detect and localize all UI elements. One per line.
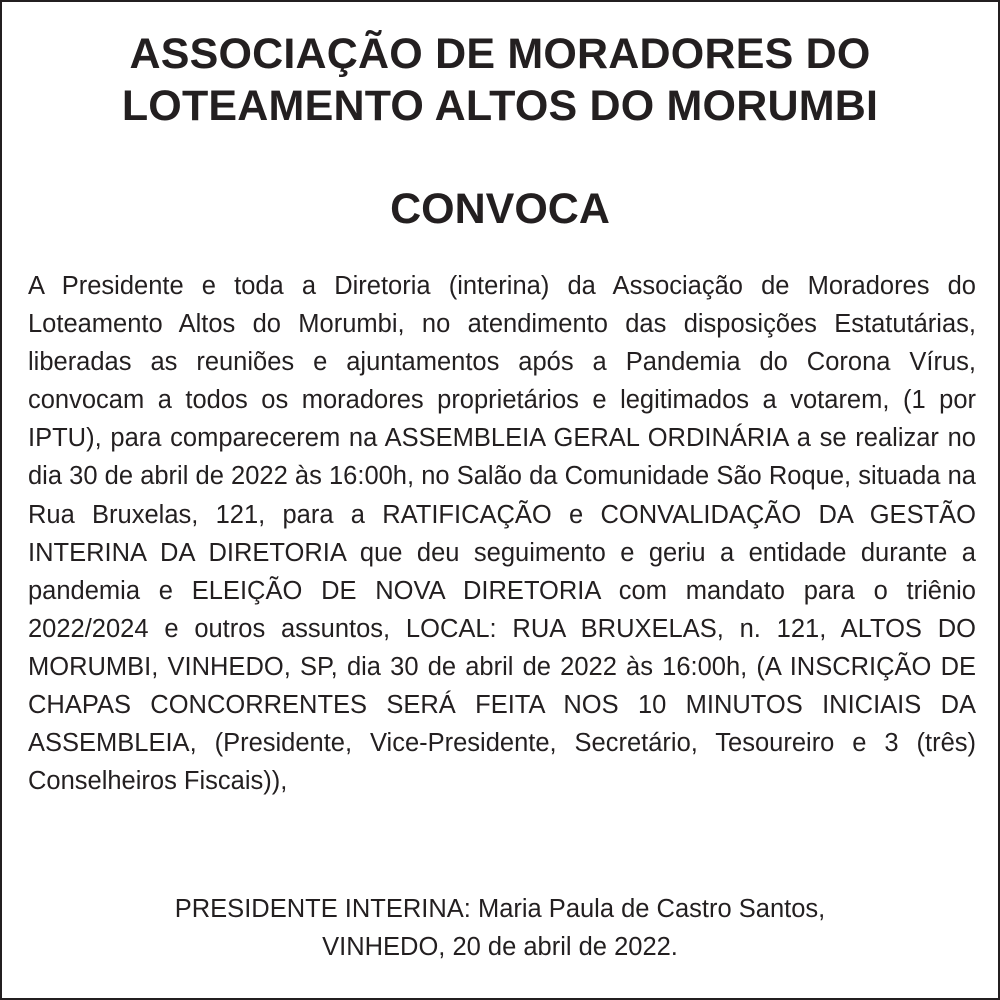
notice-body: A Presidente e toda a Diretoria (interina) da Associação de Moradores do Loteamento Altos do Morumbi, no atendimento das disposições Estatutárias, liberadas as reuniões e ajuntamentos após a Pandemia do Corona Vírus, convocam a todos os moradores proprietários e legitimados a votarem, (1 por IPTU), para comparecerem na ASSEMBLEIA GERAL ORDINÁRIA a se realizar no dia 30 de abril de 2022 às 16:00h, no Salão da Comunidade São Roque, situada na Rua Bruxelas, 121, para a RATIFICAÇÃO e CONVALIDAÇÃO DA GESTÃO INTERINA DA DIRETORIA que deu seguimento e geriu a entidade durante a pandemia e ELEIÇÃO DE NOVA DIRETORIA com mandato para o triênio 2022/2024 e outros assuntos, LOCAL: RUA BRUXELAS, n. 121, ALTOS DO MORUMBI, VINHEDO, SP, dia 30 de abril de 2022 às 16:00h, (A INSCRIÇÃO DE CHAPAS CONCORRENTES SERÁ FEITA NOS 10 MINUTOS INICIAIS DA ASSEMBLEIA, (Presidente, Vice-Presidente, Secretário, Tesoureiro e 3 (três) Conselheiros Fiscais)), xyxy=(28,272,976,796)
signature-block xyxy=(22,890,978,966)
convoca-heading: CONVOCA xyxy=(390,185,610,233)
signature-line-1: PRESIDENTE INTERINA: Maria Paula de Castro Santos, xyxy=(174,895,826,923)
title-line-1: ASSOCIAÇÃO DE MORADORES DO xyxy=(129,30,871,78)
title-line-2: LOTEAMENTO ALTOS DO MORUMBI xyxy=(121,82,879,130)
signature-line-2: VINHEDO, 20 de abril de 2022. xyxy=(322,933,678,961)
association-title xyxy=(22,28,978,132)
